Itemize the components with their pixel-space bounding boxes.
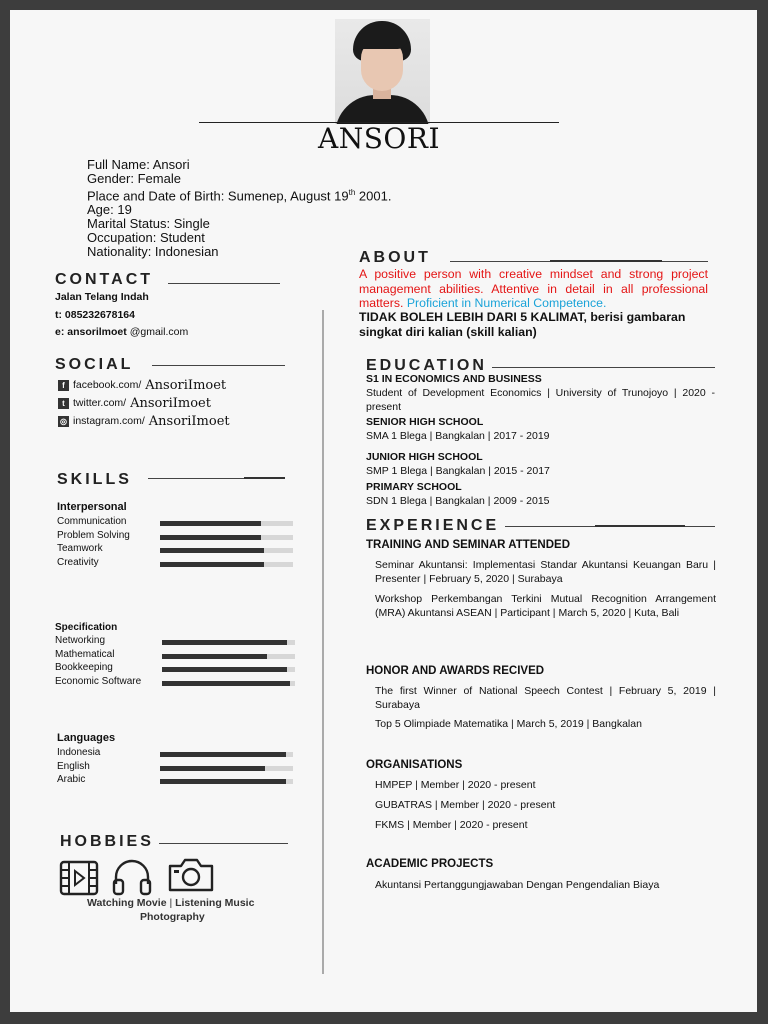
skill-row [57, 516, 293, 530]
interpersonal-skills [57, 516, 293, 570]
skill-label: Arabic [57, 774, 86, 785]
skill-row [57, 761, 293, 775]
skill-level-bar [162, 654, 295, 659]
contact-title: CONTACT [55, 271, 154, 288]
birth-info: Place and Date of Birth: Sumenep, August 19th 2001. [87, 188, 392, 204]
about-note: TIDAK BOLEH LEBIH DARI 5 KALIMAT, berisi gambaran singkat diri kalian (skill kalian) [359, 310, 686, 339]
training-item-1: Seminar Akuntansi: Implementasi Standar Akuntansi Keuangan Baru | Presenter | February 5, 2020 | Surabaya [375, 559, 716, 585]
skill-level-fill [162, 667, 287, 672]
skill-row [57, 747, 293, 761]
social-rule [152, 365, 285, 366]
social-item-facebook[interactable]: f facebook.com/ AnsoriImoet [58, 376, 230, 394]
skill-row [57, 530, 293, 544]
skill-level-fill [160, 535, 261, 540]
skill-label: Creativity [57, 556, 99, 568]
skill-row [57, 543, 293, 557]
skill-level-fill [160, 562, 264, 567]
organisations-heading: ORGANISATIONS [366, 759, 463, 771]
skill-row [57, 557, 293, 571]
skill-label: Communication [57, 516, 127, 527]
skill-label: Indonesia [57, 747, 101, 758]
skills-rule-accent [244, 477, 285, 479]
project-item-1: Akuntansi Pertanggungjawaban Dengan Pengendalian Biaya [375, 879, 660, 891]
social-list [58, 376, 230, 430]
skill-level-fill [160, 752, 286, 757]
education-item-sd: PRIMARY SCHOOL SDN 1 Blega | Bangkalan | 2009 - 2015 [366, 481, 550, 507]
skill-level-fill [162, 654, 267, 659]
languages-heading: Languages [57, 732, 116, 744]
training-heading: TRAINING AND SEMINAR ATTENDED [366, 539, 571, 551]
age: Age: 19 [87, 202, 132, 218]
hobbies-line-2: Photography [140, 911, 205, 923]
skill-row [55, 635, 295, 649]
skill-level-bar [160, 521, 293, 526]
education-title: EDUCATION [366, 357, 487, 374]
skill-level-fill [162, 640, 287, 645]
profile-photo [335, 19, 430, 124]
personal-info [87, 158, 391, 259]
skill-level-bar [160, 766, 293, 771]
skill-level-bar [162, 667, 295, 672]
camera-icon [167, 857, 215, 893]
skill-row [57, 774, 293, 788]
specification-skills [55, 635, 295, 689]
contact-email: e: ansorilmoet @gmail.com [55, 326, 189, 338]
skill-level-fill [160, 521, 261, 526]
education-item-s1: S1 IN ECONOMICS AND BUSINESS Student of Development Economics | University of Trunojoyo | 2020 - present [366, 373, 715, 413]
contact-phone: t: 085232678164 [55, 309, 135, 321]
skill-label: Networking [55, 635, 106, 646]
social-item-twitter[interactable]: t twitter.com/ AnsoriImoet [58, 394, 230, 412]
social-item-instagram[interactable]: ◎ instagram.com/ AnsoriImoet [60, 413, 230, 429]
skill-level-fill [160, 779, 286, 784]
skill-level-bar [160, 562, 293, 567]
skill-level-bar [160, 779, 293, 784]
resume-page [10, 10, 757, 1012]
facebook-icon: f [58, 380, 69, 391]
skill-level-bar [160, 752, 293, 757]
skill-label: Teamwork [57, 543, 103, 554]
honor-item-1: The first Winner of National Speech Contest | February 5, 2019 | Surabaya [375, 685, 716, 711]
skill-label: Problem Solving [57, 529, 130, 541]
education-item-smp: JUNIOR HIGH SCHOOL SMP 1 Blega | Bangkalan | 2015 - 2017 [366, 451, 550, 477]
skill-level-fill [162, 681, 290, 686]
twitter-icon: t [58, 398, 69, 409]
about-text: A positive person with creative mindset and strong project management abilities. Attentive in detail in all professional matters. Proficient in Numerical Competence. [359, 267, 708, 310]
education-rule [492, 367, 715, 368]
hobbies-line-1: Watching Movie | Listening Music [87, 897, 255, 909]
hobbies-title: HOBBIES [60, 833, 154, 850]
column-divider [322, 310, 324, 974]
about-title: ABOUT [359, 249, 431, 266]
skill-label: Bookkeeping [55, 662, 113, 673]
honors-heading: HONOR AND AWARDS RECIVED [366, 665, 545, 677]
org-item-1: HMPEP | Member | 2020 - present [375, 779, 536, 791]
skill-row [55, 676, 295, 690]
about-rule-accent [550, 260, 662, 262]
education-item-sma: SENIOR HIGH SCHOOL SMA 1 Blega | Bangkalan | 2017 - 2019 [366, 416, 550, 442]
skill-level-bar [162, 681, 295, 686]
skill-level-fill [160, 548, 264, 553]
skill-label: Economic Software [55, 675, 142, 687]
skills-title: SKILLS [57, 471, 132, 488]
specification-heading: Specification [55, 622, 118, 633]
interpersonal-heading: Interpersonal [57, 501, 127, 513]
experience-rule-accent [595, 525, 685, 527]
movie-icon [59, 860, 99, 896]
occupation: Occupation: Student [87, 230, 205, 246]
contact-address: Jalan Telang Indah [55, 291, 149, 303]
marital-status: Marital Status: Single [87, 216, 210, 232]
skill-row [55, 662, 295, 676]
instagram-icon: ◎ [58, 416, 69, 427]
hobbies-rule [159, 843, 288, 844]
org-item-3: FKMS | Member | 2020 - present [375, 819, 528, 831]
gender: Gender: Female [87, 171, 181, 186]
skill-label: English [57, 760, 90, 772]
social-title: SOCIAL [55, 356, 134, 373]
skill-level-bar [162, 640, 295, 645]
headphones-icon [111, 858, 153, 896]
language-skills [57, 747, 293, 788]
nationality: Nationality: Indonesian [87, 244, 219, 260]
org-item-2: GUBATRAS | Member | 2020 - present [375, 799, 556, 811]
contact-rule [168, 283, 280, 284]
projects-heading: ACADEMIC PROJECTS [366, 858, 494, 870]
resume-name: ANSORI [318, 122, 440, 155]
full-name: Full Name: Ansori [87, 157, 190, 172]
experience-title: EXPERIENCE [366, 517, 500, 534]
skill-row [55, 649, 295, 663]
training-item-2: Workshop Perkembangan Terkini Mutual Recognition Arrangement (MRA) Akuntansi ASEAN | Participant | March 5, 2020 | Kuta, Bali [375, 593, 716, 619]
skill-level-bar [160, 535, 293, 540]
honor-item-2: Top 5 Olimpiade Matematika | March 5, 2019 | Bangkalan [375, 718, 642, 730]
skill-level-fill [160, 766, 265, 771]
skill-label: Mathematical [55, 648, 115, 660]
skill-level-bar [160, 548, 293, 553]
